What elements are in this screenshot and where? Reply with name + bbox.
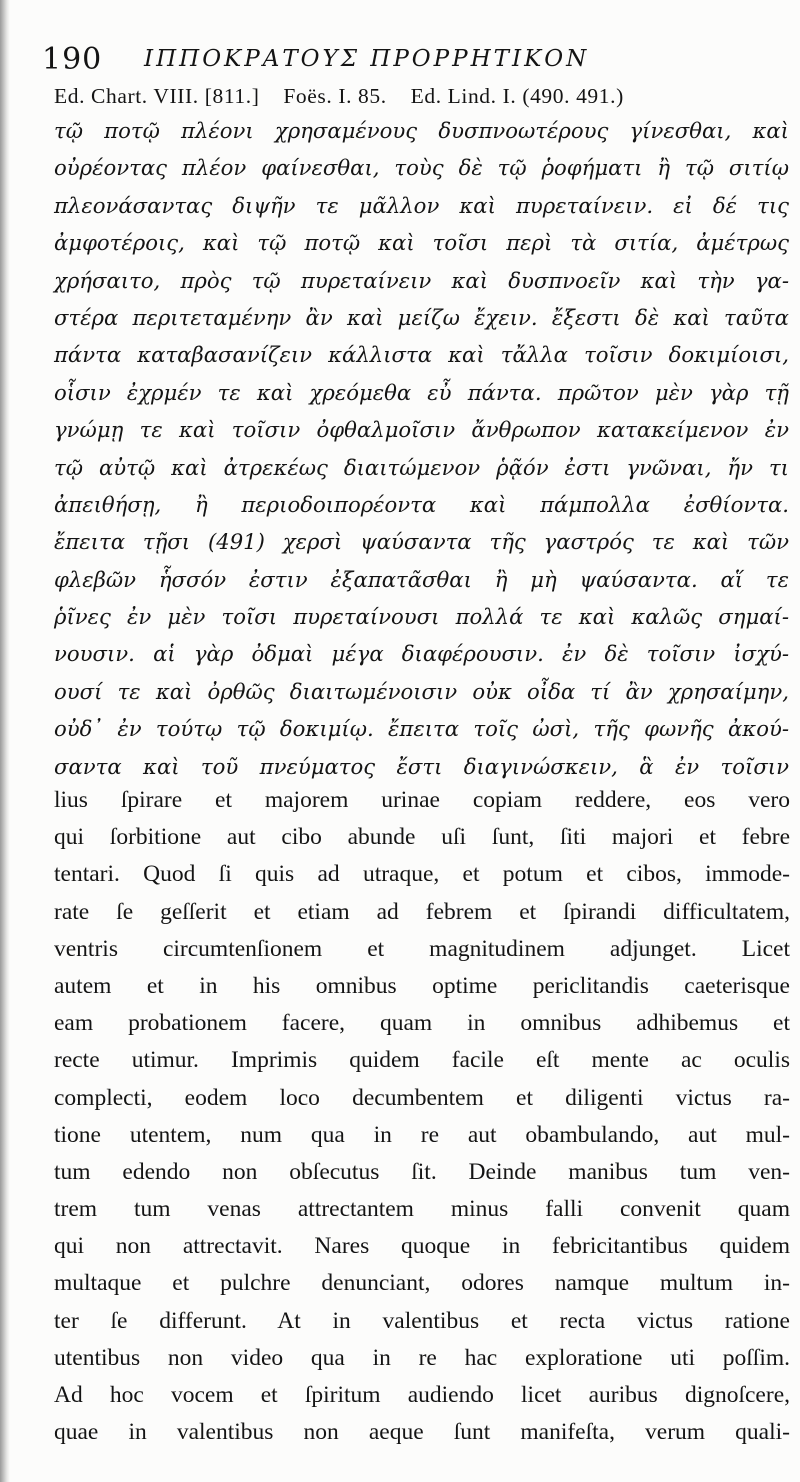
greek-line: ῥῖνες ἐν μὲν τοῖσι πυρεταίνουσι πολλά τε καὶ καλῶς σημαί- <box>54 604 789 630</box>
edition-reference-line: Ed. Chart. VIII. [811.] Foës. I. 85. Ed. Lind. I. (490. 491.) <box>54 84 624 108</box>
running-title: ΙΠΠΟΚΡΑΤΟΥΣ ΠΡΟΡΡΗΤΙΚΟΝ <box>144 46 590 72</box>
greek-line: χρήσαιτο, πρὸς τῷ πυρεταίνειν καὶ δυσπνοεῖν καὶ τὴν γα- <box>54 267 789 293</box>
page-gutter-shadow <box>0 0 10 1482</box>
greek-text-block <box>54 112 789 785</box>
greek-line: ἔπειτα τῇσι (491) χερσὶ ψαύσαντα τῆς γαστρός τε καὶ τῶν <box>54 529 789 555</box>
greek-line: πάντα καταβασανίζειν κάλλιστα καὶ τἄλλα τοῖσιν δοκιμίοισι, <box>54 342 789 368</box>
latin-line: qui non attrectavit. Nares quoque in febricitantibus quidem <box>54 1233 790 1260</box>
greek-line: οὐδ᾽ ἐν τούτῳ τῷ δοκιμίῳ. ἔπειτα τοῖς ὠσὶ, τῆς φωνῆς ἀκού- <box>54 716 789 742</box>
latin-line: complecti, eodem loco decumbentem et diligenti victus ra- <box>54 1084 790 1111</box>
greek-line: οἷσιν ἐχρμέν τε καὶ χρεόμεθα εὖ πάντα. πρῶτον μὲν γὰρ τῇ <box>54 379 789 405</box>
latin-line: qui ſorbitione aut cibo abunde uſi ſunt, ſiti majori et febre <box>54 824 790 851</box>
greek-line: σαντα καὶ τοῦ πνεύματος ἔστι διαγινώσκειν, ἃ ἐν τοῖσιν <box>54 753 789 779</box>
latin-translation-block <box>54 782 790 1451</box>
greek-line: τῷ ποτῷ πλέονι χρησαμένους δυσπνοωτέρους γίνεσθαι, καὶ <box>54 118 789 143</box>
page-number: 190 <box>42 42 103 77</box>
latin-line: Ad hoc vocem et ſpiritum audiendo licet auribus dignoſcere, <box>54 1382 790 1408</box>
greek-line: πλεονάσαντας διψῆν τε μᾶλλον καὶ πυρεταίνειν. εἰ δέ τις <box>54 192 789 218</box>
latin-line: tum edendo non obſecutus ſit. Deinde manibus tum ven- <box>54 1158 790 1185</box>
latin-line: lius ſpirare et majorem urinae copiam reddere, eos vero <box>54 787 790 813</box>
latin-line: tione utentem, num qua in re aut obambulando, aut mul- <box>54 1121 790 1148</box>
greek-line: ἀπειθήσῃ, ἢ περιοδοιπορέοντα καὶ πάμπολλα ἐσθίοντα. <box>54 491 789 517</box>
latin-line: multaque et pulchre denunciant, odores namque multum in- <box>54 1270 790 1297</box>
latin-line: quae in valentibus non aeque ſunt manifeſta, verum quali- <box>54 1419 790 1446</box>
greek-line: φλεβῶν ἧσσόν ἐστιν ἐξαπατᾶσθαι ἢ μὴ ψαύσαντα. αἵ τε <box>54 566 789 592</box>
greek-line: οὐρέοντας πλέον φαίνεσθαι, τοὺς δὲ τῷ ῥοφήματι ἢ τῷ σιτίῳ <box>54 155 789 181</box>
greek-line: στέρα περιτεταμένην ἂν καὶ μείζω ἔχειν. ἔξεστι δὲ καὶ ταῦτα <box>54 304 789 330</box>
greek-line: γνώμῃ τε καὶ τοῖσιν ὀφθαλμοῖσιν ἄνθρωπον κατακείμενον ἐν <box>54 417 789 443</box>
latin-line: autem et in his omnibus optime periclitandis caeterisque <box>54 972 790 999</box>
latin-line: tentari. Quod ſi quis ad utraque, et potum et cibos, immode- <box>54 861 790 888</box>
latin-line: ventris circumtenſionem et magnitudinem adjunget. Licet <box>54 935 790 962</box>
page-header <box>42 38 762 78</box>
greek-line: τῷ αὐτῷ καὶ ἀτρεκέως διαιτώμενον ῥᾷόν ἐστι γνῶναι, ἤν τι <box>54 454 789 480</box>
greek-line: ουσί τε καὶ ὀρθῶς διαιτωμένοισιν οὐκ οἶδα τί ἂν χρησαίμην, <box>54 678 789 704</box>
greek-line: νουσιν. αἱ γὰρ ὀδμαὶ μέγα διαφέρουσιν. ἐν δὲ τοῖσιν ἰσχύ- <box>54 641 789 667</box>
latin-line: rate ſe geſſerit et etiam ad febrem et ſpirandi difficultatem, <box>54 898 790 925</box>
latin-line: recte utimur. Imprimis quidem facile eſt mente ac oculis <box>54 1047 790 1074</box>
greek-line: ἀμφοτέροις, καὶ τῷ ποτῷ καὶ τοῖσι περὶ τὰ σιτία, ἀμέτρως <box>54 230 789 256</box>
latin-line: ter ſe differunt. At in valentibus et recta victus ratione <box>54 1307 790 1334</box>
latin-line: utentibus non video qua in re hac exploratione uti poſſim. <box>54 1344 790 1371</box>
latin-line: trem tum venas attrectantem minus falli convenit quam <box>54 1196 790 1223</box>
latin-line: eam probationem facere, quam in omnibus adhibemus et <box>54 1010 790 1037</box>
